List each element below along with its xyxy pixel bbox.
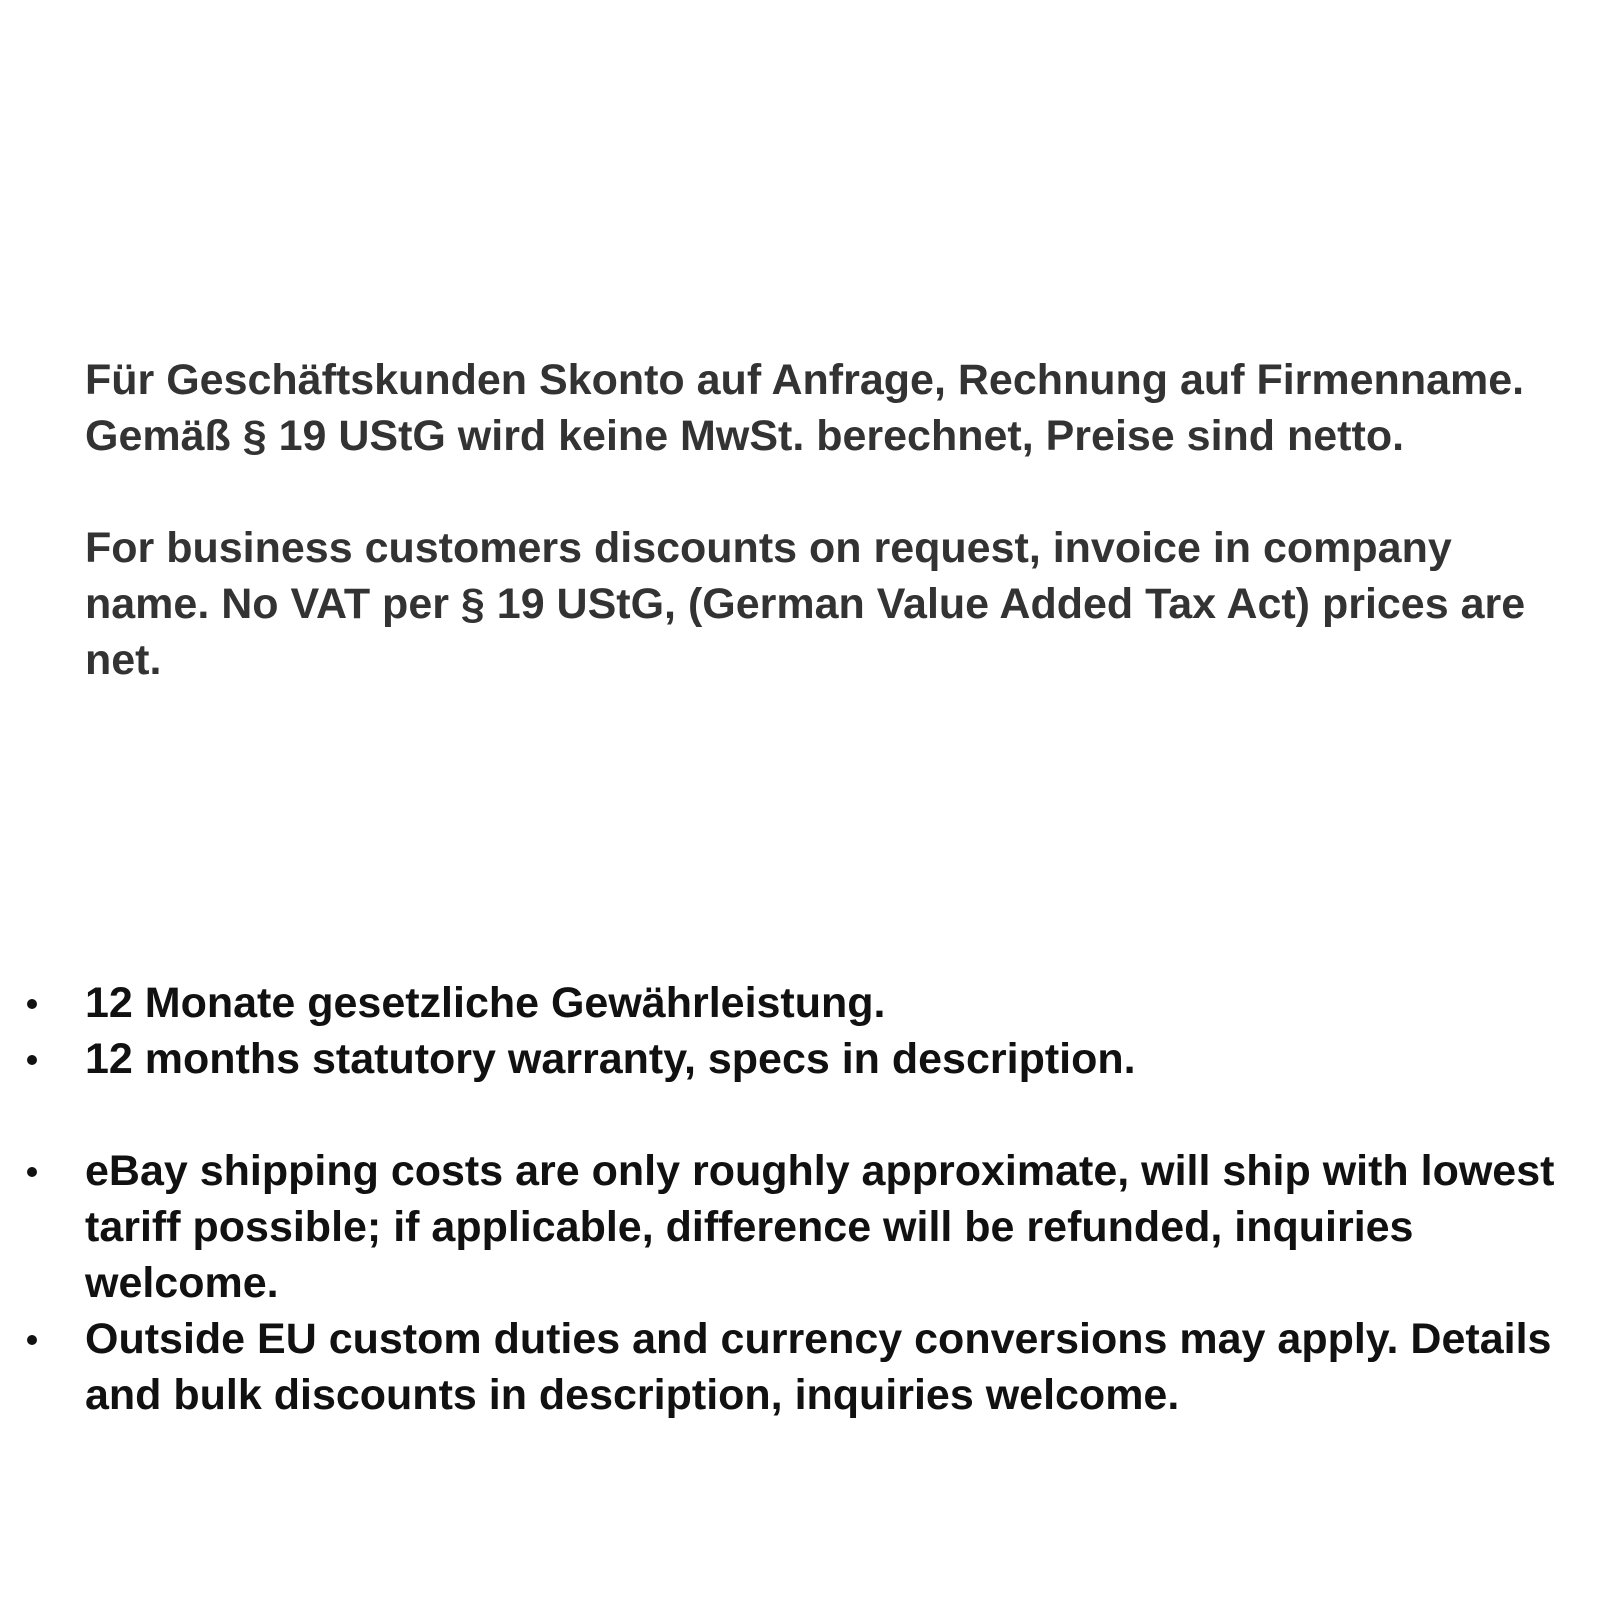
notice-german: Für Geschäftskunden Skonto auf Anfrage, Rechnung auf Firmenname. Gemäß § 19 UStG wird keine MwSt. berechnet, Preise sind netto. (85, 356, 1525, 460)
list-item (0, 975, 1600, 1031)
bullet-icon (27, 999, 37, 1009)
list-item-text: 12 months statutory warranty, specs in description. (85, 1035, 1136, 1083)
bullet-icon (27, 1335, 37, 1345)
list-item-text: 12 Monate gesetzliche Gewährleistung. (85, 979, 886, 1027)
list-item (0, 1031, 1600, 1087)
business-customer-notice (85, 352, 1585, 688)
bullet-icon (27, 1055, 37, 1065)
notice-english: For business customers discounts on request, invoice in company name. No VAT per § 19 UStG, (German Value Added Tax Act) prices are net. (85, 524, 1526, 684)
list-item (0, 1143, 1600, 1311)
list-item (0, 1311, 1600, 1423)
list-item-text: Outside EU custom duties and currency conversions may apply. Details and bulk discounts in description, inquiries welcome. (85, 1315, 1552, 1419)
list-item-text: eBay shipping costs are only roughly approximate, will ship with lowest tariff possible; if applicable, difference will be refunded, inquiries welcome. (85, 1147, 1555, 1307)
bullet-icon (27, 1167, 37, 1177)
terms-list (0, 975, 1600, 1423)
